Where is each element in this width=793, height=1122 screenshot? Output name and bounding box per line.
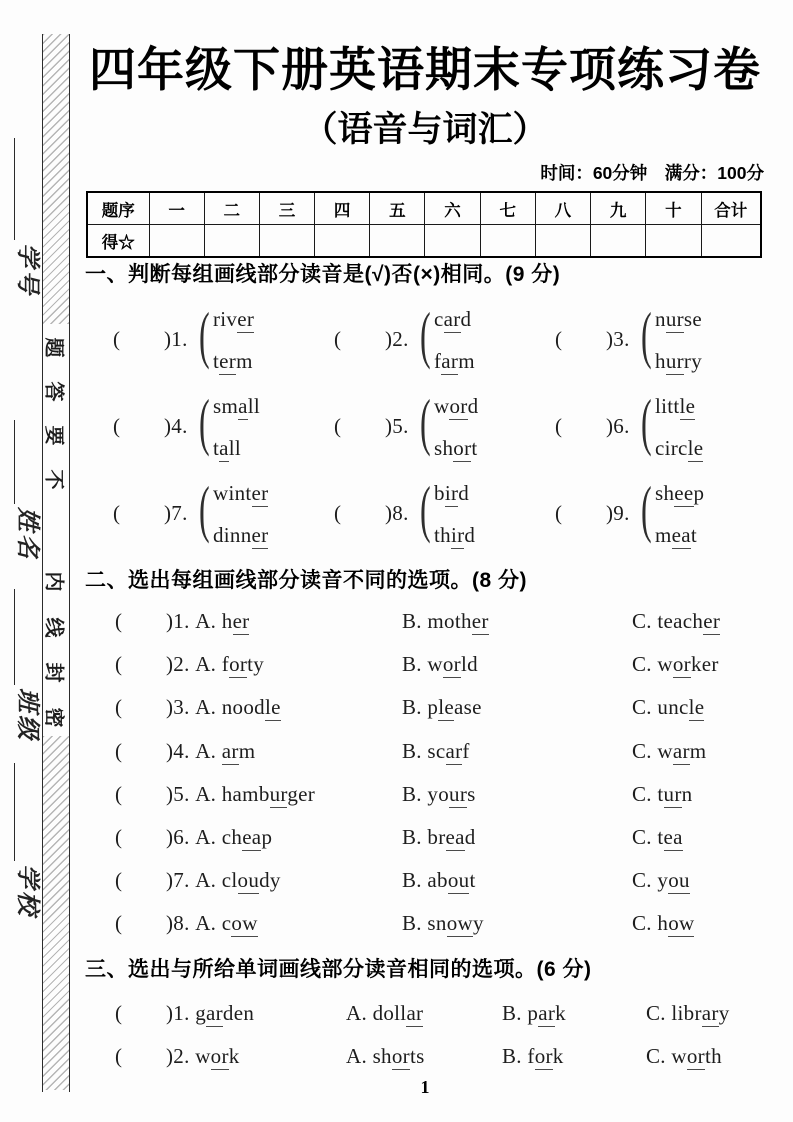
score-cell-empty [259,225,314,258]
underlined-letters: le [264,695,281,720]
score-table-header-cell: 五 [370,192,425,225]
seal-char: 不 [42,469,65,490]
pair-brace: ( [199,473,210,544]
underlined-letters: ou [237,868,260,893]
score-row-label: 得☆ [87,225,149,258]
section-one-heading: 一、判断每组画线部分读音是(√)否(×)相同。(9 分) [85,263,561,286]
underlined-letters: or [449,394,468,418]
option-a: )1. A. her [166,609,250,633]
hatch-pattern [43,34,69,324]
pair-brace: ( [199,386,210,457]
pair-word-bottom: circle [655,436,704,460]
seal-char: 密 [42,707,65,728]
option-c: C. you [632,868,690,893]
item-number: )4. [164,414,188,438]
underlined-letters: ar [445,738,463,763]
underlined-letters: ar [406,1001,424,1025]
underlined-letters: er [251,481,269,505]
pair-brace: ( [199,299,210,370]
fill-in-line [14,589,39,685]
underlined-letters: le [688,695,705,720]
option-a: )6. A. cheap [166,825,273,849]
option-b: B. please [402,695,482,720]
school-field [14,763,44,929]
answer-paren-open: ( [555,501,563,525]
item-number: )1. [164,327,188,351]
underlined-letters: ur [449,781,468,806]
option-b: B. about [402,868,476,893]
underlined-letters: er [232,609,250,633]
option-a: A. dollar [346,1001,424,1025]
pair-brace: ( [420,386,431,457]
score-cell-empty [480,225,535,258]
underlined-letters: ow [668,911,695,936]
answer-paren-open: ( [115,781,123,806]
score-table-header-cell: 合计 [701,192,761,225]
option-a: )5. A. hamburger [166,781,316,806]
pair-word-bottom: term [213,349,253,373]
score-table-corner: 题序 [87,192,149,225]
score-table-header-cell: 三 [259,192,314,225]
pair-word-bottom: farm [434,349,475,373]
underlined-letters: or [210,1044,229,1068]
underlined-letters: or [534,1044,553,1068]
underlined-letters: le [687,436,704,460]
option-c: C. tea [632,825,683,849]
underlined-letters: ou [668,868,690,893]
item-number: )6. [606,414,630,438]
pair-word-bottom: tall [213,436,242,460]
score-table-header-cell: 六 [425,192,480,225]
item-number: )2. [385,327,409,351]
score-table-header-cell: 四 [315,192,370,225]
pair-brace: ( [641,386,652,457]
name-field [14,420,44,570]
pair-word-top: nurse [655,307,702,331]
option-a: )8. A. cow [166,911,258,936]
underlined-letters: ar [538,1001,556,1025]
underlined-letters: er [237,307,255,331]
pair-word-bottom: meat [655,523,698,547]
item-number: )8. [385,501,409,525]
score-cell-empty [701,225,761,258]
answer-paren-open: ( [115,695,123,720]
pair-brace: ( [641,299,652,370]
underlined-letters: or [453,436,472,460]
score-cell-empty [370,225,425,258]
option-a: )4. A. arm [166,738,256,763]
underlined-letters: ir [444,481,459,505]
student-number-field [14,138,44,310]
pair-word-top: bird [434,481,470,505]
pair-word-top: little [655,394,696,418]
score-cell-empty [315,225,370,258]
seal-char: 题 [42,337,65,358]
underlined-letters: ur [663,781,682,806]
option-a: )3. A. noodle [166,695,281,720]
option-c: C. worth [646,1044,722,1068]
item-number: )9. [606,501,630,525]
pair-brace: ( [420,299,431,370]
page-number: 1 [420,1077,430,1097]
score-cell-empty [204,225,259,258]
fill-in-line [14,138,39,240]
pair-word-bottom: third [434,523,476,547]
seal-char: 答 [42,381,65,402]
seal-line-strip [42,34,70,1092]
underlined-letters: le [438,695,454,720]
option-b: B. mother [402,609,489,633]
answer-paren-open: ( [115,1001,123,1025]
answer-paren-open: ( [334,414,342,438]
underlined-letters: a [219,436,229,460]
answer-paren-open: ( [334,501,342,525]
score-cell-empty [149,225,204,258]
option-c: C. worker [632,652,719,677]
pair-brace: ( [420,473,431,544]
answer-paren-open: ( [113,327,121,351]
underlined-letters: ar [672,738,690,763]
section-three-heading: 三、选出与所给单词画线部分读音相同的选项。(6 分) [85,958,592,981]
underlined-letters: or [672,652,691,677]
score-table [86,191,762,258]
underlined-letters: ow [231,911,258,936]
option-b: B. world [402,652,478,677]
underlined-letters: ar [206,1001,223,1025]
answer-paren-open: ( [115,609,123,633]
answer-paren-open: ( [555,327,563,351]
underlined-letters: ow [446,911,473,936]
underlined-letters: ar [221,738,239,763]
option-c: C. teacher [632,609,721,633]
underlined-letters: ea [671,523,691,547]
stem-word: )2. work [166,1044,240,1068]
answer-paren-open: ( [555,414,563,438]
option-b: B. scarf [402,738,470,763]
option-a: A. shorts [346,1044,425,1068]
seal-char: 要 [42,425,65,446]
underlined-letters: ir [450,523,465,547]
score-table-header-cell: 八 [535,192,590,225]
fill-in-line [14,763,39,861]
pair-word-top: sheep [655,481,705,505]
field-label: 姓名 [14,507,43,561]
option-b: B. park [502,1001,566,1025]
item-number: )5. [385,414,409,438]
answer-paren-open: ( [115,738,123,763]
class-field [14,589,44,753]
pair-word-bottom: hurry [655,349,702,373]
option-c: C. how [632,911,695,936]
underlined-letters: le [679,394,696,418]
option-b: B. bread [402,825,476,849]
answer-paren-open: ( [334,327,342,351]
option-a: )7. A. cloudy [166,868,281,893]
seal-char: 封 [42,662,65,683]
option-a: )2. A. forty [166,652,265,677]
score-cell-empty [591,225,646,258]
underlined-letters: ar [701,1001,719,1025]
field-label: 学校 [14,864,43,918]
underlined-letters: or [686,1044,705,1068]
underlined-letters: or [229,652,248,677]
pair-word-top: river [213,307,255,331]
underlined-letters: a [238,394,248,418]
score-table-header-cell: 十 [646,192,701,225]
score-table-header-cell: 九 [591,192,646,225]
answer-paren-open: ( [113,414,121,438]
time-info: 时间：60分钟 满分：100分 [540,163,764,183]
seal-char: 线 [42,617,65,638]
score-table-header-cell: 一 [149,192,204,225]
option-b: B. fork [502,1044,564,1068]
pair-word-top: winter [213,481,269,505]
score-cell-empty [535,225,590,258]
answer-paren-open: ( [115,1044,123,1068]
section-two-heading: 二、选出每组画线部分读音不同的选项。(8 分) [85,569,527,592]
fill-in-line [14,420,39,504]
answer-paren-open: ( [113,501,121,525]
pair-word-top: card [434,307,472,331]
answer-paren-open: ( [115,868,123,893]
underlined-letters: ur [665,349,684,373]
answer-paren-open: ( [115,911,123,936]
pair-word-top: small [213,394,261,418]
underlined-letters: ea [663,825,683,849]
underlined-letters: ur [269,781,288,806]
underlined-letters: er [219,349,237,373]
underlined-letters: or [442,652,461,677]
underlined-letters: er [703,609,721,633]
pair-brace: ( [641,473,652,544]
option-b: B. snowy [402,911,484,936]
underlined-letters: ar [443,307,461,331]
field-label: 学号 [14,243,43,297]
underlined-letters: er [251,523,269,547]
pair-word-bottom: short [434,436,478,460]
seal-char: 内 [42,571,65,592]
item-number: )3. [606,327,630,351]
underlined-letters: ea [445,825,465,849]
answer-paren-open: ( [115,825,123,849]
underlined-letters: ou [447,868,470,893]
option-c: C. uncle [632,695,705,720]
option-b: B. yours [402,781,476,806]
item-number: )7. [164,501,188,525]
pair-word-top: word [434,394,479,418]
underlined-letters: ur [665,307,684,331]
score-cell-empty [425,225,480,258]
score-table-header-cell: 七 [480,192,535,225]
underlined-letters: ea [242,825,262,849]
underlined-letters: ar [441,349,459,373]
option-c: C. warm [632,738,707,763]
underlined-letters: er [471,609,489,633]
answer-paren-open: ( [115,652,123,677]
hatch-pattern [43,736,69,1090]
option-c: C. turn [632,781,693,806]
score-cell-empty [646,225,701,258]
page-title: 四年级下册英语期末专项练习卷 [89,43,761,96]
page-subtitle: （语音与词汇） [302,110,548,149]
score-table-header-cell: 二 [204,192,259,225]
pair-word-bottom: dinner [213,523,269,547]
underlined-letters: ee [674,481,694,505]
field-label: 班级 [14,688,43,742]
stem-word: )1. garden [166,1001,255,1025]
option-c: C. library [646,1001,730,1025]
underlined-letters: or [391,1044,410,1068]
